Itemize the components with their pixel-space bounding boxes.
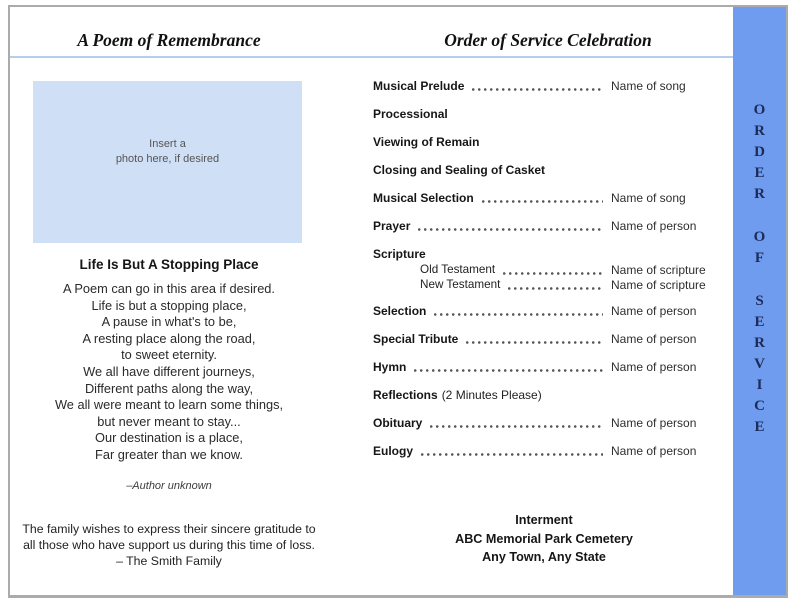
service-sub-item [373, 279, 729, 291]
service-item-label: Closing and Sealing of Casket [373, 163, 546, 177]
poem-line: but never meant to stay... [97, 413, 241, 429]
service-item-label: Musical Selection [373, 191, 474, 205]
body-row [10, 58, 733, 595]
poem-line: Life is but a stopping place, [91, 297, 247, 313]
service-item [373, 445, 729, 457]
program-page [8, 5, 788, 598]
service-list [373, 80, 729, 473]
interment-line: Any Town, Any State [482, 550, 606, 564]
sidebar-letter: O [753, 229, 766, 245]
sidebar-word [754, 291, 765, 438]
poem-line: Far greater than we know. [95, 446, 243, 462]
poem-title: Life Is But A Stopping Place [79, 257, 259, 272]
service-item [373, 220, 729, 232]
service-item [373, 305, 729, 317]
service-item [373, 108, 729, 120]
service-item-label: Old Testament [420, 263, 496, 276]
poem-line: A resting place along the road, [82, 330, 256, 346]
service-item-note: (2 Minutes Please) [441, 388, 542, 402]
dotted-leader [466, 341, 603, 344]
service-item [373, 248, 729, 260]
sidebar-letter: R [754, 186, 765, 202]
service-item-value: Name of song [611, 191, 686, 205]
sidebar-letter: C [754, 398, 765, 414]
service-item-label: Selection [373, 304, 427, 318]
gratitude-signature: – The Smith Family [116, 553, 222, 568]
service-item [373, 333, 729, 345]
service-item [373, 164, 729, 176]
poem-panel [10, 58, 373, 595]
gratitude-note [10, 521, 328, 569]
dotted-leader [421, 453, 603, 456]
service-item-label: Reflections [373, 388, 438, 402]
service-item-label: Viewing of Remain [373, 135, 480, 149]
dotted-leader [414, 369, 603, 372]
sidebar-letter: D [754, 144, 765, 160]
service-sub-item [373, 264, 729, 276]
sidebar-letter: O [753, 102, 766, 118]
service-item-label: Obituary [373, 416, 423, 430]
gratitude-line: The family wishes to express their sincere gratitude to [22, 521, 316, 536]
poem-line: to sweet eternity. [121, 347, 217, 363]
left-panel-heading: A Poem of Remembrance [77, 30, 261, 50]
dotted-leader [482, 200, 603, 203]
poem-line: We all were meant to learn some things, [54, 397, 284, 413]
service-sub-list [373, 264, 729, 291]
interment-line: Interment [515, 513, 573, 527]
poem-section [10, 257, 328, 492]
photo-placeholder-box [33, 81, 302, 243]
photo-placeholder-text [116, 137, 219, 167]
poem-lines [10, 281, 328, 464]
service-item-label: Hymn [373, 360, 407, 374]
service-item-label: New Testament [420, 278, 501, 291]
order-of-service-sidebar [733, 7, 786, 595]
service-item-label: Scripture [373, 247, 426, 261]
service-item [373, 389, 729, 401]
service-item-value: Name of person [611, 444, 697, 458]
service-item-value: Name of person [611, 416, 697, 430]
service-item [373, 80, 729, 92]
dotted-leader [508, 287, 603, 290]
service-item-value: Name of song [611, 79, 686, 93]
gratitude-line: all those who have support us during this time of loss. [23, 537, 315, 552]
gratitude-lines [10, 521, 328, 553]
right-panel-heading: Order of Service Celebration [444, 30, 652, 50]
sidebar-word [754, 227, 766, 269]
service-item-value: Name of scripture [611, 263, 706, 277]
dotted-leader [430, 425, 603, 428]
service-item-value: Name of person [611, 360, 697, 374]
service-item-label: Processional [373, 107, 448, 121]
sidebar-letter: F [754, 250, 765, 266]
poem-line: Different paths along the way, [84, 380, 254, 396]
interment-block [373, 511, 729, 567]
sidebar-letter: I [756, 377, 763, 393]
dotted-leader [503, 272, 603, 275]
sidebar-word [754, 100, 766, 205]
service-item-value: Name of person [611, 304, 697, 318]
service-item [373, 192, 729, 204]
sidebar-letter: R [754, 123, 765, 139]
poem-line: A Poem can go in this area if desired. [63, 281, 275, 296]
interment-line: ABC Memorial Park Cemetery [455, 531, 633, 546]
poem-line: We all have different journeys, [83, 363, 255, 379]
service-item [373, 361, 729, 373]
poem-line: A pause in what's to be, [101, 314, 237, 330]
service-item-label: Special Tribute [373, 332, 459, 346]
order-of-service-panel [373, 58, 733, 595]
sidebar-letter: E [754, 165, 765, 181]
dotted-leader [418, 228, 603, 231]
service-item-label: Eulogy [373, 444, 414, 458]
service-item-value: Name of person [611, 219, 697, 233]
service-item-value: Name of person [611, 332, 697, 346]
main-area [10, 7, 733, 595]
service-item [373, 136, 729, 148]
photo-placeholder-line: Insert a [149, 138, 186, 150]
service-item-value: Name of scripture [611, 278, 706, 292]
photo-placeholder-line: photo here, if desired [115, 153, 220, 165]
dotted-leader [472, 88, 603, 91]
poem-attribution: –Author unknown [126, 479, 212, 492]
service-item-label: Musical Prelude [373, 79, 465, 93]
sidebar-letter: R [754, 335, 765, 351]
sidebar-letter: V [754, 356, 765, 372]
header-row [10, 7, 733, 58]
sidebar-letter: E [754, 419, 765, 435]
sidebar-letter: S [755, 293, 764, 309]
sidebar-letter: E [754, 314, 765, 330]
service-item-label: Prayer [373, 219, 411, 233]
poem-line: Our destination is a place, [95, 430, 243, 446]
service-item [373, 417, 729, 429]
dotted-leader [434, 313, 603, 316]
